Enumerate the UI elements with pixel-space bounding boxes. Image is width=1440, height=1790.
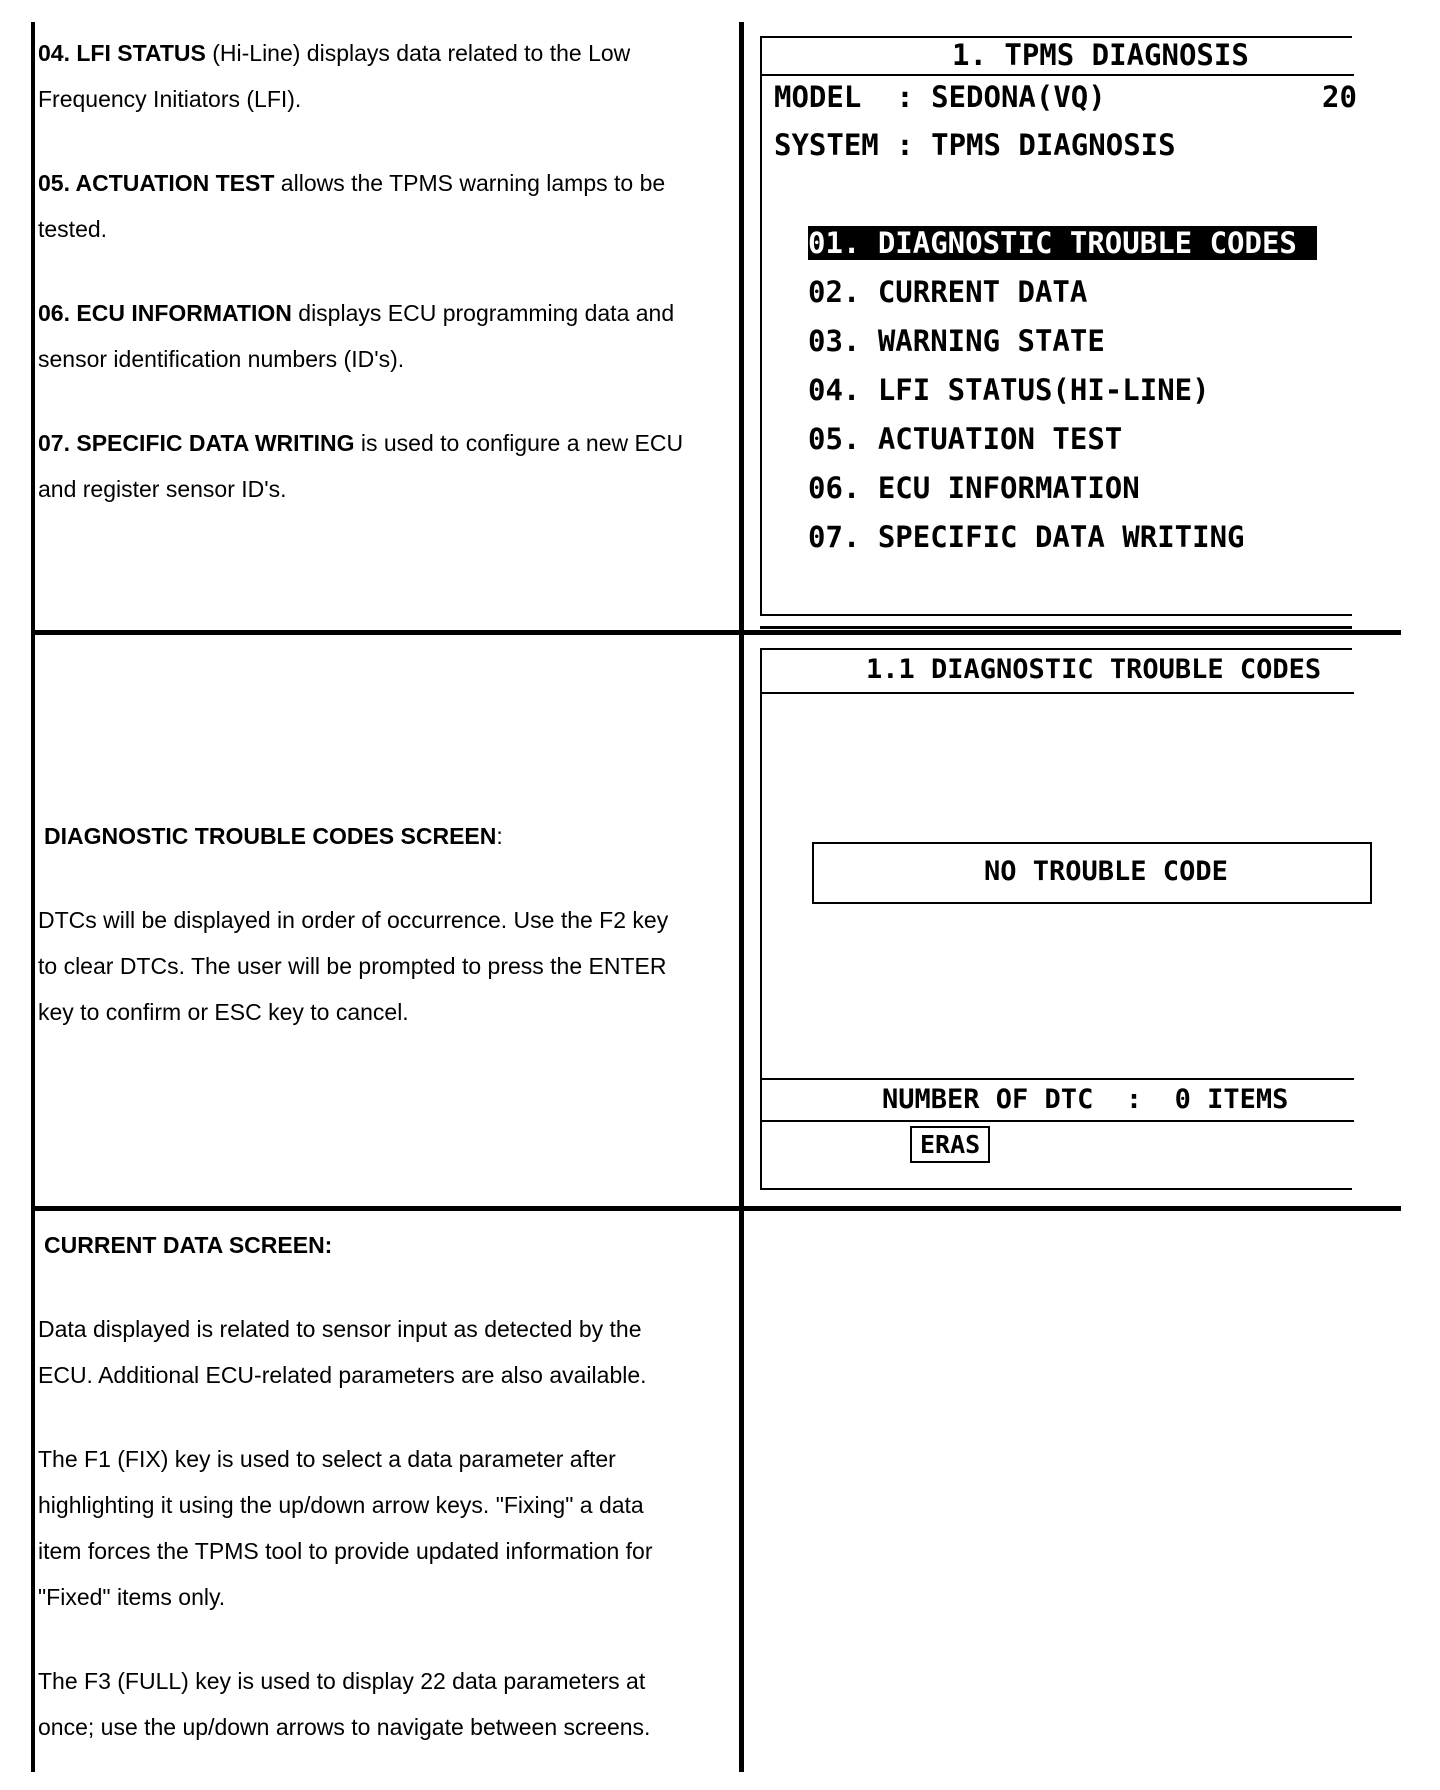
- dtc-count-bottom-line: [762, 1120, 1354, 1122]
- no-trouble-code-box: [812, 842, 1372, 904]
- dtc-screen-title: 1.1 DIAGNOSTIC TROUBLE CODES: [866, 654, 1322, 685]
- current-data-heading: CURRENT DATA SCREEN:: [44, 1232, 333, 1258]
- dtc-description: [38, 813, 738, 1035]
- row-divider-2: [31, 1206, 1401, 1211]
- current-data-description: [38, 1222, 738, 1750]
- dtc-title-underline: [762, 692, 1354, 694]
- desc-ecu-information: 06. ECU INFORMATION displays ECU programming data and sensor identification numbers (ID's).: [38, 300, 675, 372]
- tpms-diagnosis-screen: [760, 36, 1357, 616]
- desc-lfi-status: 04. LFI STATUS (Hi-Line) displays data related to the Low Frequency Initiators (LFI).: [38, 40, 631, 112]
- system-line: SYSTEM : TPMS DIAGNOSIS: [774, 128, 1176, 162]
- dtc-count: NUMBER OF DTC : 0 ITEMS: [882, 1084, 1289, 1115]
- model-line: MODEL : SEDONA(VQ): [774, 80, 1106, 114]
- dtc-screen: [760, 648, 1352, 1190]
- desc-actuation-test: 05. ACTUATION TEST allows the TPMS warning lamps to be tested.: [38, 170, 666, 242]
- screen-frame-line: [760, 626, 1352, 629]
- row-divider-1: [31, 630, 1401, 635]
- menu-item-current-data[interactable]: 02. CURRENT DATA: [808, 275, 1088, 309]
- erase-button[interactable]: ERAS: [910, 1126, 990, 1163]
- menu-descriptions: [38, 30, 738, 512]
- dtc-body: DTCs will be displayed in order of occurrence. Use the F2 key to clear DTCs. The user will be prompted to press the ENTER key to confirm or ESC key to cancel.: [38, 907, 669, 1025]
- menu-item-warning-state[interactable]: 03. WARNING STATE: [808, 324, 1105, 358]
- menu-item-ecu-information[interactable]: 06. ECU INFORMATION: [808, 471, 1140, 505]
- current-data-para-1: Data displayed is related to sensor input as detected by the ECU. Additional ECU-related parameters are also available.: [38, 1316, 647, 1388]
- no-trouble-code-message: NO TROUBLE CODE: [984, 856, 1228, 887]
- title-underline: [762, 74, 1354, 76]
- center-divider: [739, 22, 744, 1772]
- menu-item-diagnostic-trouble-codes[interactable]: 01. DIAGNOSTIC TROUBLE CODES: [808, 226, 1317, 260]
- menu-item-actuation-test[interactable]: 05. ACTUATION TEST: [808, 422, 1123, 456]
- dtc-count-top-line: [762, 1078, 1354, 1080]
- menu-item-specific-data-writing[interactable]: 07. SPECIFIC DATA WRITING: [808, 520, 1245, 554]
- model-year: 20: [1322, 80, 1357, 114]
- dtc-heading: DIAGNOSTIC TROUBLE CODES SCREEN:: [44, 823, 503, 849]
- current-data-para-2: The F1 (FIX) key is used to select a data parameter after highlighting it using the up/down arrow keys. "Fixing" a data item forces the TPMS tool to provide updated information for "Fixed" items only.: [38, 1446, 653, 1610]
- menu-item-lfi-status[interactable]: 04. LFI STATUS(HI-LINE): [808, 373, 1210, 407]
- desc-specific-data-writing: 07. SPECIFIC DATA WRITING is used to configure a new ECU and register sensor ID's.: [38, 430, 684, 502]
- left-border: [31, 22, 35, 1772]
- current-data-para-3: The F3 (FULL) key is used to display 22 data parameters at once; use the up/down arrows to navigate between screens.: [38, 1668, 651, 1740]
- screen-title: 1. TPMS DIAGNOSIS: [952, 38, 1249, 72]
